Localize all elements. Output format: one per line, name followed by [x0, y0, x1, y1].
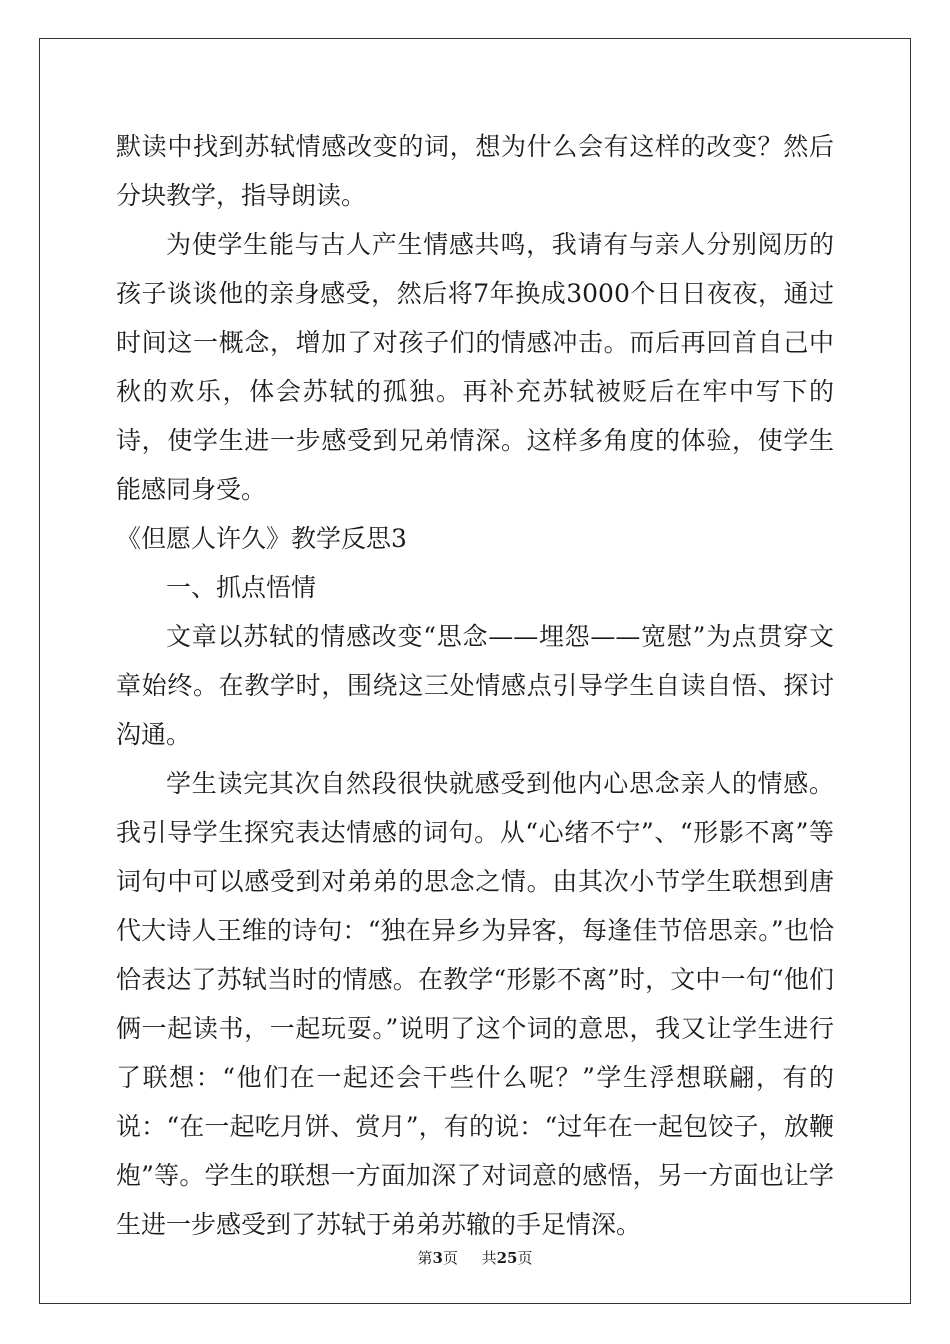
paragraph: 为使学生能与古人产生情感共鸣，我请有与亲人分别阅历的孩子谈谈他的亲身感受，然后将7年换成3000个日日夜夜，通过时间这一概念，增加了对孩子们的情感冲击。而后再回首自己中秋的欢乐，体会苏轼的孤独。再补充苏轼被贬后在牢中写下的诗，使学生进一步感受到兄弟情深。这样多角度的体验，使学生能感同身受。	[116, 230, 834, 504]
paragraph: 文章以苏轼的情感改变“思念——埋怨——宽慰”为点贯穿文章始终。在教学时，围绕这三处情感点引导学生自读自悟、探讨沟通。	[116, 622, 834, 749]
paragraph-continuation: 默读中找到苏轼情感改变的词，想为什么会有这样的改变？然后分块教学，指导朗读。	[116, 132, 834, 210]
document-body	[116, 122, 834, 1249]
section-title: 《但愿人许久》教学反思3	[116, 524, 407, 553]
sub-heading: 一、抓点悟情	[166, 573, 317, 602]
paragraph: 学生读完其次自然段很快就感受到他内心思念亲人的情感。我引导学生探究表达情感的词句。从“心绪不宁”、“形影不离”等词句中可以感受到对弟弟的思念之情。由其次小节学生联想到唐代大诗人王维的诗句：“独在异乡为异客，每逢佳节倍思亲。”也恰恰表达了苏轼当时的情感。在教学“形影不离”时，文中一句“他们俩一起读书，一起玩耍。”说明了这个词的意思，我又让学生进行了联想：“他们在一起还会干些什么呢？”学生浮想联翩，有的说：“在一起吃月饼、赏月”，有的说：“过年在一起包饺子，放鞭炮”等。学生的联想一方面加深了对词意的感悟，另一方面也让学生进一步感受到了苏轼于弟弟苏辙的手足情深。	[116, 769, 834, 1239]
page-number: 第3页	[417, 1249, 458, 1267]
page-footer	[0, 1247, 950, 1268]
total-pages: 共25页	[481, 1249, 533, 1267]
